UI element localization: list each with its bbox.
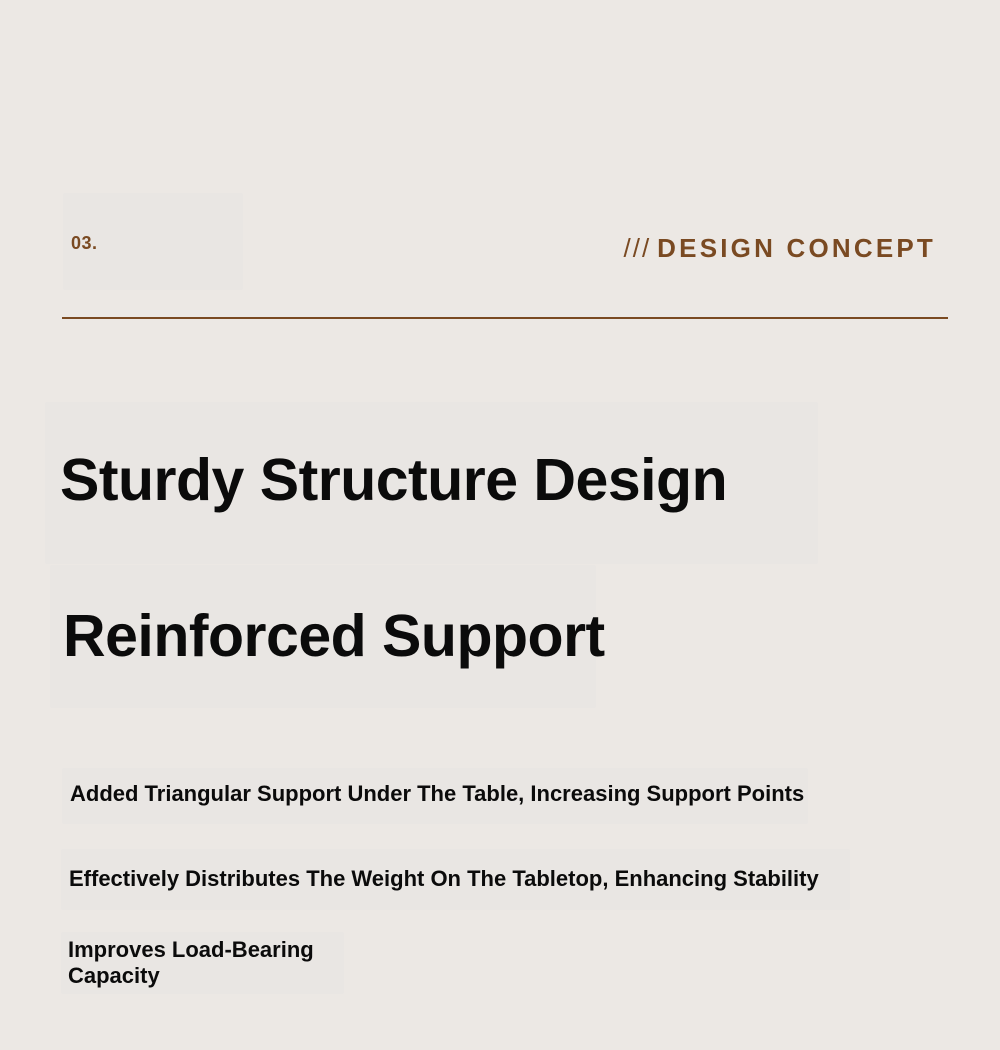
section-prefix: /// <box>623 233 652 263</box>
feature-text: Added Triangular Support Under The Table, Increasing Support Points <box>70 781 805 806</box>
section-label-text: DESIGN CONCEPT <box>657 233 936 263</box>
feature-text: Effectively Distributes The Weight On The Tabletop, Enhancing Stability <box>69 866 819 891</box>
page-title: Sturdy Structure Design <box>60 447 728 513</box>
header-divider <box>62 317 948 319</box>
page-subtitle: Reinforced Support <box>63 603 605 669</box>
section-label <box>624 233 937 264</box>
feature-text: Improves Load-Bearing Capacity <box>68 937 314 988</box>
section-number: 03. <box>71 233 98 253</box>
